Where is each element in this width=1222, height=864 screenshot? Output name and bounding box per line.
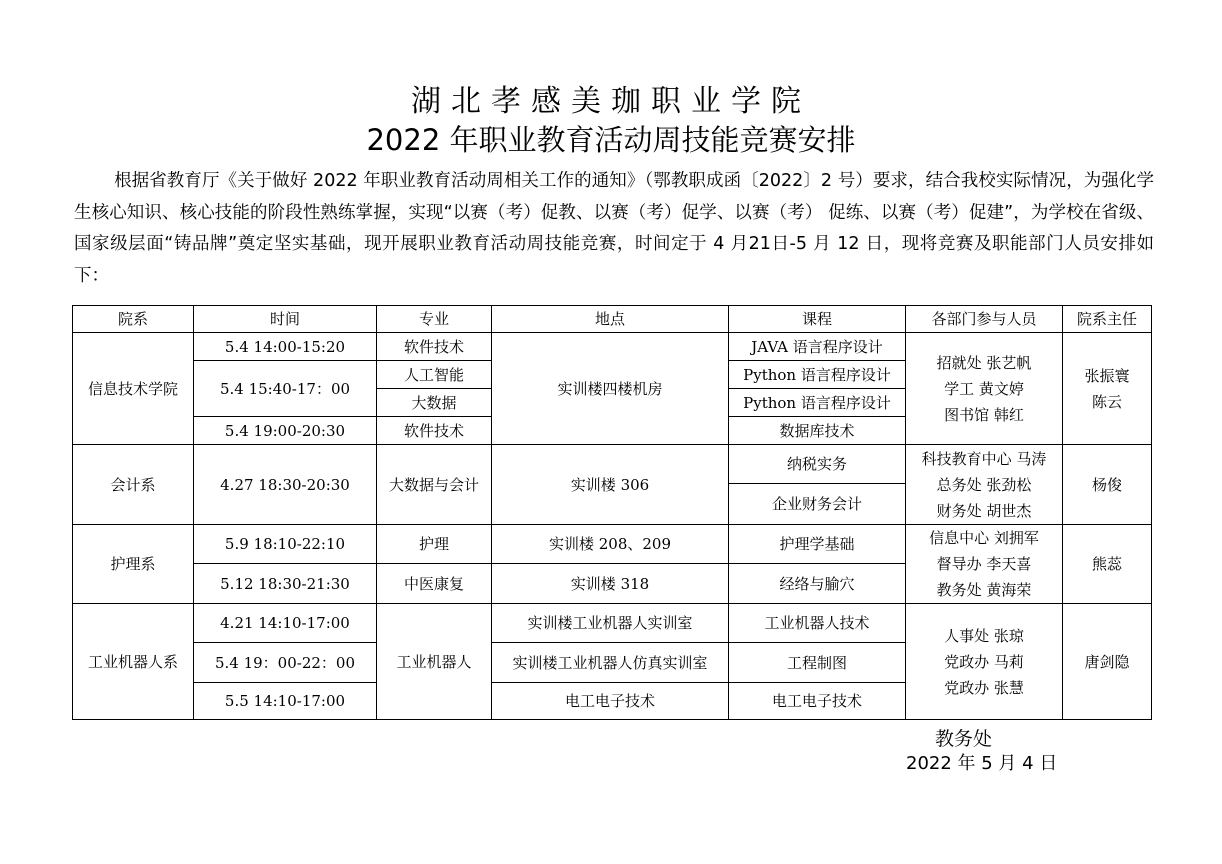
course-cell: JAVA 语言程序设计 [729, 333, 906, 361]
header-cell: 专业 [377, 306, 492, 333]
location-cell: 实训楼 306 [492, 445, 729, 525]
major-cell: 中医康复 [377, 564, 492, 604]
director-name: 陈云 [1091, 392, 1122, 411]
issue-date: 2022 年 5 月 4 日 [906, 753, 1058, 774]
schedule-table [72, 305, 1152, 720]
course-cell: 护理学基础 [729, 525, 906, 564]
location-cell: 实训楼 318 [492, 564, 729, 604]
table-row [73, 333, 1152, 361]
major-cell: 工业机器人 [377, 604, 492, 720]
course-cell: Python 语言程序设计 [729, 389, 906, 417]
course-cell: 工程制图 [729, 643, 906, 683]
header-cell: 课程 [729, 306, 906, 333]
header-cell: 时间 [194, 306, 377, 333]
staff-line: 教务处 黄海荣 [936, 581, 1032, 599]
course-cell: 纳税实务 [729, 445, 906, 484]
time-cell: 5.4 14:00-15:20 [194, 333, 377, 361]
table-header-row [73, 306, 1152, 333]
location-cell: 实训楼工业机器人实训室 [492, 604, 729, 643]
course-cell: 数据库技术 [729, 417, 906, 445]
table-row [73, 604, 1152, 643]
time-cell: 5.9 18:10-22:10 [194, 525, 377, 564]
staff-cell [906, 525, 1063, 604]
director-name: 张振寰 [1084, 366, 1130, 385]
course-cell: 经络与腧穴 [729, 564, 906, 604]
header-cell: 院系 [73, 306, 194, 333]
staff-cell [906, 445, 1063, 525]
header-cell: 各部门参与人员 [906, 306, 1063, 333]
dept-cell: 护理系 [73, 525, 194, 604]
dept-cell: 会计系 [73, 445, 194, 525]
major-cell: 大数据与会计 [377, 445, 492, 525]
staff-line: 人事处 张琼 [944, 626, 1024, 645]
intro-text: 根据省教育厅《关于做好 2022 年职业教育活动周相关工作的通知》（鄂教职成函〔2022〕2 号）要求，结合我校实际情况，为强化学生核心知识、核心技能的阶段性熟练掌握，实现“以赛（考）促教、以赛（考）促学、以赛（考） 促练、以赛（考）促建”，为学校在省级、国家级层面“铸品牌”奠定坚实基础，现开展职业教育活动周技能竞赛，时间定于 4 月21日-5 月 12 日，现将竞赛及职能部门人员安排如下： [74, 171, 1154, 286]
issuing-office: 教务处 [935, 728, 993, 750]
director-cell [1063, 333, 1152, 445]
director-cell: 杨俊 [1063, 445, 1152, 525]
staff-line: 财务处 胡世杰 [936, 501, 1032, 520]
major-cell: 人工智能 [377, 361, 492, 389]
staff-line: 图书馆 韩红 [944, 405, 1024, 424]
dept-cell: 信息技术学院 [73, 333, 194, 445]
course-cell: 企业财务会计 [729, 484, 906, 525]
course-cell: 工业机器人技术 [729, 604, 906, 643]
director-cell: 熊蕊 [1063, 525, 1152, 604]
major-cell: 软件技术 [377, 417, 492, 445]
table-row [73, 445, 1152, 484]
staff-cell [906, 604, 1063, 720]
staff-line: 招就处 张艺帆 [936, 353, 1032, 372]
location-cell: 电工电子技术 [492, 683, 729, 720]
time-cell: 5.4 15:40-17：00 [194, 361, 377, 417]
staff-line: 学工 黄文婷 [944, 379, 1024, 398]
document-title: 湖北孝感美珈职业学院 [411, 84, 811, 119]
director-cell: 唐剑隐 [1063, 604, 1152, 720]
table-row [73, 525, 1152, 564]
header-cell: 院系主任 [1063, 306, 1152, 333]
time-cell: 5.12 18:30-21:30 [194, 564, 377, 604]
staff-line: 党政办 马莉 [944, 652, 1024, 671]
time-cell: 4.27 18:30-20:30 [194, 445, 377, 525]
time-cell: 4.21 14:10-17:00 [194, 604, 377, 643]
time-cell: 5.4 19:00-20:30 [194, 417, 377, 445]
staff-line: 信息中心 刘拥军 [929, 529, 1039, 547]
staff-cell [906, 333, 1063, 445]
location-cell: 实训楼四楼机房 [492, 333, 729, 445]
staff-line: 督导办 李天喜 [936, 555, 1032, 573]
time-cell: 5.5 14:10-17:00 [194, 683, 377, 720]
major-cell: 护理 [377, 525, 492, 564]
document-subtitle: 2022 年职业教育活动周技能竞赛安排 [366, 123, 856, 157]
course-cell: 电工电子技术 [729, 683, 906, 720]
intro-paragraph [74, 166, 1154, 292]
course-cell: Python 语言程序设计 [729, 361, 906, 389]
staff-line: 党政办 张慧 [944, 678, 1024, 697]
time-cell: 5.4 19：00-22：00 [194, 643, 377, 683]
header-cell: 地点 [492, 306, 729, 333]
location-cell: 实训楼 208、209 [492, 525, 729, 564]
major-cell: 软件技术 [377, 333, 492, 361]
major-cell: 大数据 [377, 389, 492, 417]
location-cell: 实训楼工业机器人仿真实训室 [492, 643, 729, 683]
dept-cell: 工业机器人系 [73, 604, 194, 720]
staff-line: 总务处 张劲松 [936, 475, 1032, 494]
staff-line: 科技教育中心 马涛 [921, 449, 1047, 468]
